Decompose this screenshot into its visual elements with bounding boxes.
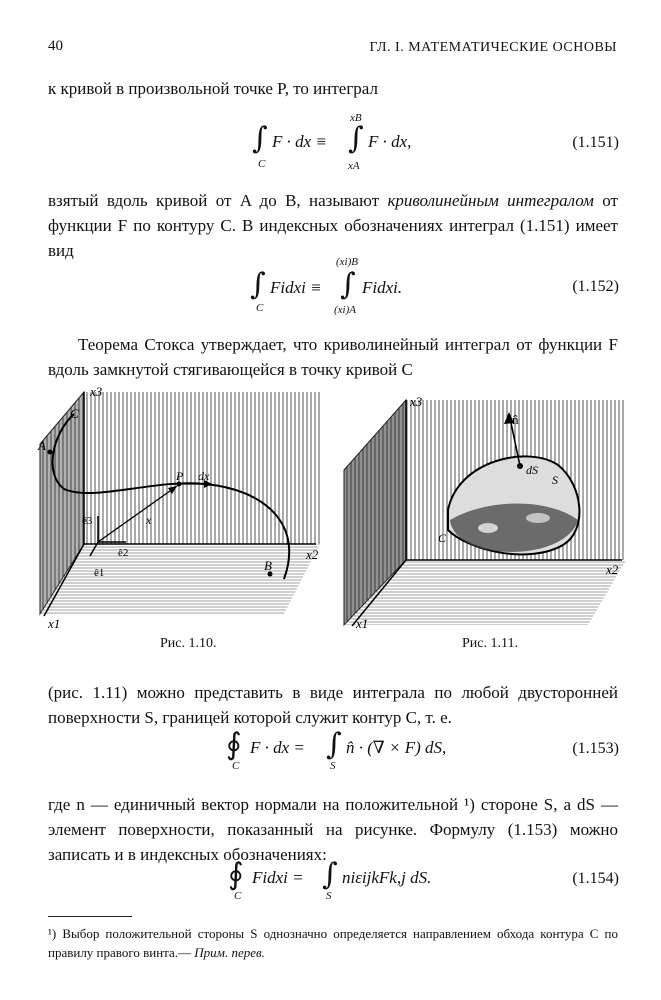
eq151-lower: xA [348, 160, 360, 172]
running-title: ГЛ. I. МАТЕМАТИЧЕСКИЕ ОСНОВЫ [369, 40, 617, 55]
eq151-rhs: F · dx, [368, 132, 412, 151]
eq153-sub-s: S [330, 760, 336, 772]
eq153-rhs: n̂ · (∇ × F) dS, [346, 738, 447, 757]
eq152-sub-c: C [256, 302, 264, 314]
eq153-sub-c: C [232, 760, 240, 772]
eq152-lhs: Fidxi ≡ [270, 278, 322, 297]
label-a: A [38, 438, 46, 453]
page-number: 40 [48, 38, 63, 54]
footnote-rule [48, 916, 132, 917]
equation-1-153: ∮ C F · dx = ∫ S n̂ · (∇ × F) dS, [226, 727, 447, 772]
paragraph-4: (рис. 1.11) можно представить в виде интеграла по любой двусторонней поверхности S, границей которой служит контур C, т. е. [48, 683, 618, 727]
paragraph-5: где n — единичный вектор нормали на положительной ¹) стороне S, а dS — элемент поверхности, показанный на рисунке. Формулу (1.153) можно записать и в индексных обозначениях: [48, 795, 618, 864]
paragraph-3: Теорема Стокса утверждает, что криволинейный интеграл от функции F вдоль замкнутой стягивающейся в точку кривой C [48, 335, 618, 379]
point-a [48, 450, 53, 455]
eq154-sub-s: S [326, 890, 332, 902]
floor [40, 544, 320, 614]
label-e3: ê3 [82, 515, 93, 527]
label-x2: x2 [306, 547, 319, 562]
eq152-rhs: Fidxi. [362, 278, 403, 297]
label2-x3: x3 [410, 394, 423, 409]
eq154-sub-c: C [234, 890, 242, 902]
paragraph-1: к кривой в произвольной точке P, то интеграл [48, 79, 378, 98]
label-e1: ê1 [94, 567, 105, 579]
point-ds [517, 463, 523, 469]
label-n: n̂ [512, 412, 519, 427]
label-x3: x3 [90, 384, 103, 399]
label-dx: dx [198, 469, 210, 483]
eq154-rhs: niεijkFk,j dS. [342, 868, 432, 887]
eq152-number: (1.152) [572, 278, 619, 295]
label-b: B [264, 558, 272, 573]
label-s: S [552, 473, 558, 487]
label-ds: dS [526, 463, 538, 477]
term-italic: криволинейным интегралом [387, 191, 594, 210]
eq154-number: (1.154) [572, 870, 619, 887]
label-c: C [70, 406, 79, 421]
label-c2: C [438, 531, 447, 545]
back-wall [84, 392, 320, 544]
eq151-number: (1.151) [572, 134, 619, 151]
figure-1-11 [338, 390, 628, 632]
eq151-sub-c: C [258, 158, 266, 170]
eq151-upper: xB [350, 112, 362, 124]
eq154-lhs: Fidxi = [252, 868, 304, 887]
label2-x1: x1 [356, 616, 369, 631]
equation-1-151: ∫ C F · dx ≡ xB ∫ xA F · dx, [252, 112, 412, 172]
footnote: ¹) Выбор положительной стороны S однозначно определяется направлением обхода контура C по правилу правого винта.— Прим. перев. [48, 926, 618, 960]
footnote-italic: Прим. перев. [194, 945, 265, 960]
eq153-lhs: F · dx = [250, 738, 305, 757]
eq153-number: (1.153) [572, 740, 619, 757]
eq152-upper: (xi)B [336, 256, 358, 268]
label-x: x [146, 513, 152, 527]
paragraph-2: взятый вдоль кривой от A до B, называют криволинейным интегралом от функции F по контуру C. В индексных обозначениях интеграл (1.151) имеет вид [48, 191, 618, 260]
label2-x2: x2 [606, 562, 619, 577]
equation-1-152: ∫ C Fidxi ≡ (xi)B ∫ (xi)A Fidxi. [250, 256, 403, 316]
figure-1-10 [34, 384, 324, 632]
caption-fig-1-10: Рис. 1.10. [160, 636, 217, 651]
eq151-lhs: F · dx ≡ [272, 132, 327, 151]
label-x1: x1 [48, 616, 61, 631]
label-p: P [176, 469, 184, 483]
caption-fig-1-11: Рис. 1.11. [462, 636, 518, 651]
eq152-lower: (xi)A [334, 304, 356, 316]
equation-1-154: ∮ C Fidxi = ∫ S niεijkFk,j dS. [228, 857, 432, 902]
label-e2: ê2 [118, 547, 129, 559]
